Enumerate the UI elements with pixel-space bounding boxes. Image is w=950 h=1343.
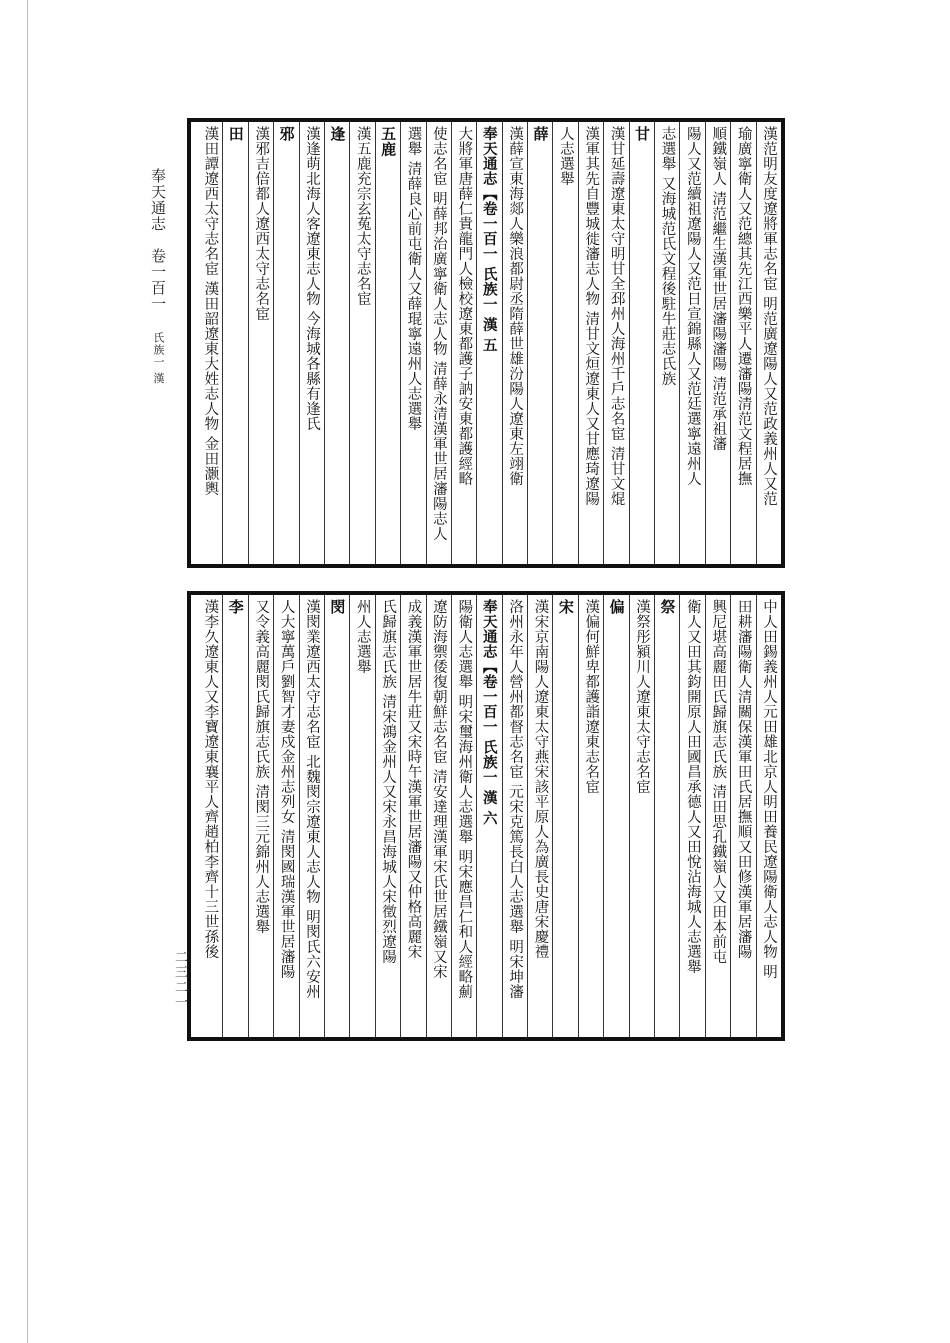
side-title: 奉天通志 [149,168,167,232]
text-column: 瑜廣寧衛人又范總其先江西樂平人遷瀋陽清范文程居撫 [730,122,755,564]
text-column: 漢田譚遼西太守志名宦 漢田韶遼東大姓志人物 金田灏輿 [202,126,219,497]
surname-heading: 祭 [654,595,679,1037]
surname-heading: 田 [222,122,247,564]
surname-heading: 偏 [603,595,628,1037]
text-column: 興尼堪高麗田氏歸旗志氏族 清田思孔鐵嶺人又田本前屯 [705,595,730,1037]
text-column: 漢薛宣東海郯人樂浪都尉丞隋薛世雄汾陽人遼東左翊衛 [502,122,527,564]
fold-header: 奉天通志【卷一百一 氏族一 漢 六 [476,595,501,1037]
surname-heading: 薛 [527,122,552,564]
upper-text-panel [187,118,785,568]
text-column: 洛州永年人營州都督志名宦 元宋克篤長白人志選舉 明宋坤瀋 [502,595,527,1037]
text-column: 志選舉 又海城范氏文程後駐牛莊志氏族 [654,122,679,564]
text-column: 大將軍唐薛仁貴龍門人檢校遼東都護子訥安東都護經略 [451,122,476,564]
text-column: 漢偏何鮮卑都護詣遼東志名宦 [578,595,603,1037]
text-column: 陽衛人志選舉 明宋璽海州衛人志選舉 明宋應昌仁和人經略薊 [451,595,476,1037]
text-column: 使志名宦 明薛邦治廣寧衛人志人物 清薛永清漢軍世居瀋陽志人 [426,122,451,564]
fold-header: 奉天通志【卷一百一 氏族一 漢 五 [476,122,501,564]
lower-columns [191,595,781,1037]
text-column: 漢甘延壽遼東太守明甘全邳州人海州千戶志名宦 清甘文焜 [603,122,628,564]
page-number: 二三二一 [172,950,187,1010]
text-column: 順鐵嶺人 清范繼生漢軍世居瀋陽瀋陽 清范承祖瀋 [705,122,730,564]
text-column: 漢閔業遼西太守志名宦 北魏閔宗遼東人志人物 明閔氏六安州 [299,595,324,1037]
side-section: 氏族一 漢 [152,332,165,385]
side-caption [148,168,169,385]
upper-columns [191,122,781,564]
text-column: 漢范明友度遼將軍志名宦 明范廣遼陽人又范政義州人又范 [756,122,781,564]
text-column: 人大寧萬戶劉智才妻戍金州志列女 清閔國瑞漢軍世居瀋陽 [273,595,298,1037]
text-column: 又令義高麗閔氏歸旗志氏族 清閔三元錦州人志選舉 [248,595,273,1037]
surname-heading: 閔 [324,595,349,1037]
text-column: 中人田錫義州人元田雄北京人明田養民遼陽衛人志人物 明 [756,595,781,1037]
text-column: 漢宋京南陽人遼東太守燕宋該平原人為廣長史唐宋慶禮 [527,595,552,1037]
text-column: 漢邪吉倍都人遼西太守志名宦 [248,122,273,564]
text-column: 陽人又范續祖遼陽人又范日宣錦縣人又范廷選寧遠州人 [679,122,704,564]
text-column: 漢軍其先自豐城徙瀋志人物 清甘文烜遼東人又甘應琦遼陽 [578,122,603,564]
text-column: 遼防海禦倭復朝鮮志名宦 清安達理漢軍宋氏世居鐵嶺又宋 [426,595,451,1037]
text-column: 漢祭彤潁川人遼東太守志名宦 [629,595,654,1037]
surname-heading: 宋 [552,595,577,1037]
surname-heading: 逢 [324,122,349,564]
lower-text-panel [187,591,785,1041]
surname-heading: 邪 [273,122,298,564]
text-column: 田耕瀋陽衛人清關保漢軍田氏居撫順又田修漢軍居瀋陽 [730,595,755,1037]
text-column: 漢李久遼東人又李寶遼東襄平人齊趙柏李齊十三世孫後 [202,599,219,959]
text-column: 氏歸旗志氏族 清宋鴻金州人又宋永昌海城人宋徵烈遼陽 [375,595,400,1037]
text-column: 選舉 清薛良心前屯衛人又薛琨寧遠州人志選舉 [400,122,425,564]
text-column: 州人志選舉 [349,595,374,1037]
surname-heading: 李 [222,595,247,1037]
side-volume: 卷一百一 [149,248,167,312]
text-column: 漢五鹿充宗玄菟太守志名宦 [349,122,374,564]
surname-heading: 五鹿 [375,122,400,564]
text-column: 人志選舉 [552,122,577,564]
text-column: 衛人又田其鈞開原人田國昌承德人又田悅沾海城人志選舉 [679,595,704,1037]
text-column: 成義漢軍世居牛莊又宋時午漢軍世居瀋陽又仲格高麗宋 [400,595,425,1037]
text-column: 漢逢萌北海人客遼東志人物 今海城各縣有逢氏 [299,122,324,564]
page-edge-line [27,0,28,1343]
surname-heading: 甘 [629,122,654,564]
